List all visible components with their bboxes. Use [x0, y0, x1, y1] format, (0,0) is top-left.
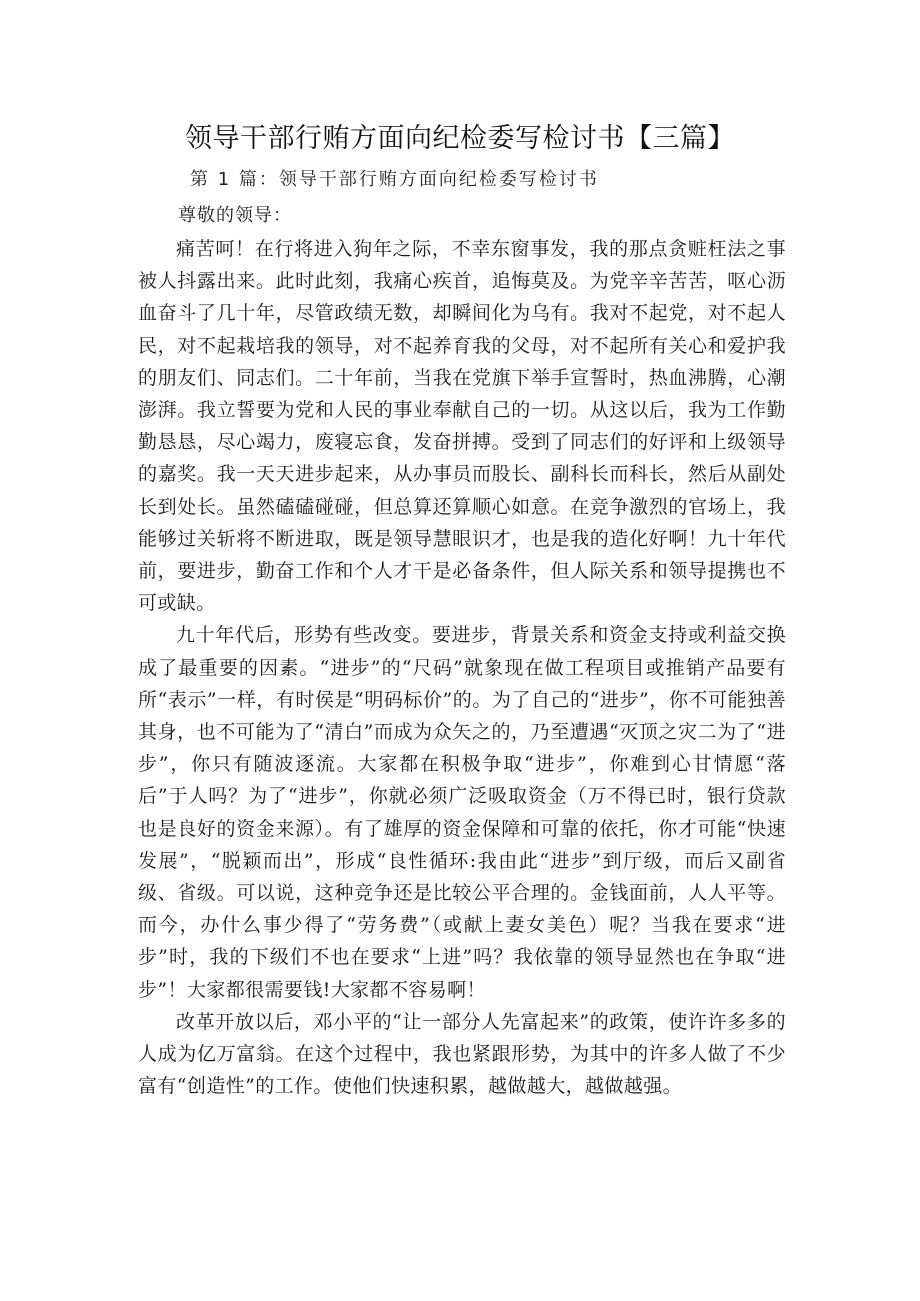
paragraph-3: 改革开放以后，邓小平的“让一部分人先富起来”的政策，使许许多多的人成为亿万富翁。在这个过程中，我也紧跟形势，为其中的许多人做了不少富有“创造性”的工作。使他们快速积累，越做越大，越做越强。	[138, 1010, 786, 1098]
paragraph-1: 痛苦呵！在行将进入狗年之际，不幸东窗事发，我的那点贪赃枉法之事被人抖露出来。此时此刻，我痛心疾首，追悔莫及。为党辛辛苦苦，呕心沥血奋斗了几十年，尽管政绩无数，却瞬间化为乌有。我对不起党，对不起人民，对不起栽培我的领导，对不起养育我的父母，对不起所有关心和爱护我的朋友们、同志们。二十年前，当我在党旗下举手宣誓时，热血沸腾，心潮澎湃。我立誓要为党和人民的事业奉献自己的一切。从这以后，我为工作勤勤恳恳，尽心竭力，废寝忘食，发奋拼搏。受到了同志们的好评和上级领导的嘉奖。我一天天进步起来，从办事员而股长、副科长而科长，然后从副处长到处长。虽然磕磕碰碰，但总算还算顺心如意。在竞争激烈的官场上，我能够过关斩将不断进取，既是领导慧眼识才，也是我的造化好啊！九十年代前，要进步，勤奋工作和个人才干是必备条件，但人际关系和领导提携也不可或缺。	[138, 238, 786, 615]
paragraph-2: 九十年代后，形势有些改变。要进步，背景关系和资金支持或利益交换成了最重要的因素。“进步”的“尺码”就象现在做工程项目或推销产品要有所“表示”一样，有时侯是“明码标价”的。为了自己的“进步”，你不可能独善其身，也不可能为了“清白”而成为众矢之的，乃至遭遇“灭顶之灾二为了“进步”，你只有随波逐流。大家都在积极争取“进步”，你难到心甘情愿“落后”于人吗？为了“进步”，你就必须广泛吸取资金（万不得已时，银行贷款也是良好的资金来源）。有了雄厚的资金保障和可靠的依托，你才可能“快速发展”，“脱颖而出”，形成“良性循环:我由此“进步”到厅级，而后又副省级、省级。可以说，这种竞争还是比较公平合理的。金钱面前，人人平等。而今，办什么事少得了“劳务费”（或献上妻女美色）呢？当我在要求“进步”时，我的下级们不也在要求“上进”吗？我依靠的领导显然也在争取“进步”！大家都很需要钱!大家都不容易啊！	[138, 624, 786, 1001]
document-subtitle: 第 1 篇：领导干部行贿方面向纪检委写检讨书	[190, 169, 599, 190]
document-body	[138, 233, 786, 1102]
salutation: 尊敬的领导：	[178, 205, 292, 226]
document-title: 领导干部行贿方面向纪检委写检讨书【三篇】	[185, 123, 735, 154]
